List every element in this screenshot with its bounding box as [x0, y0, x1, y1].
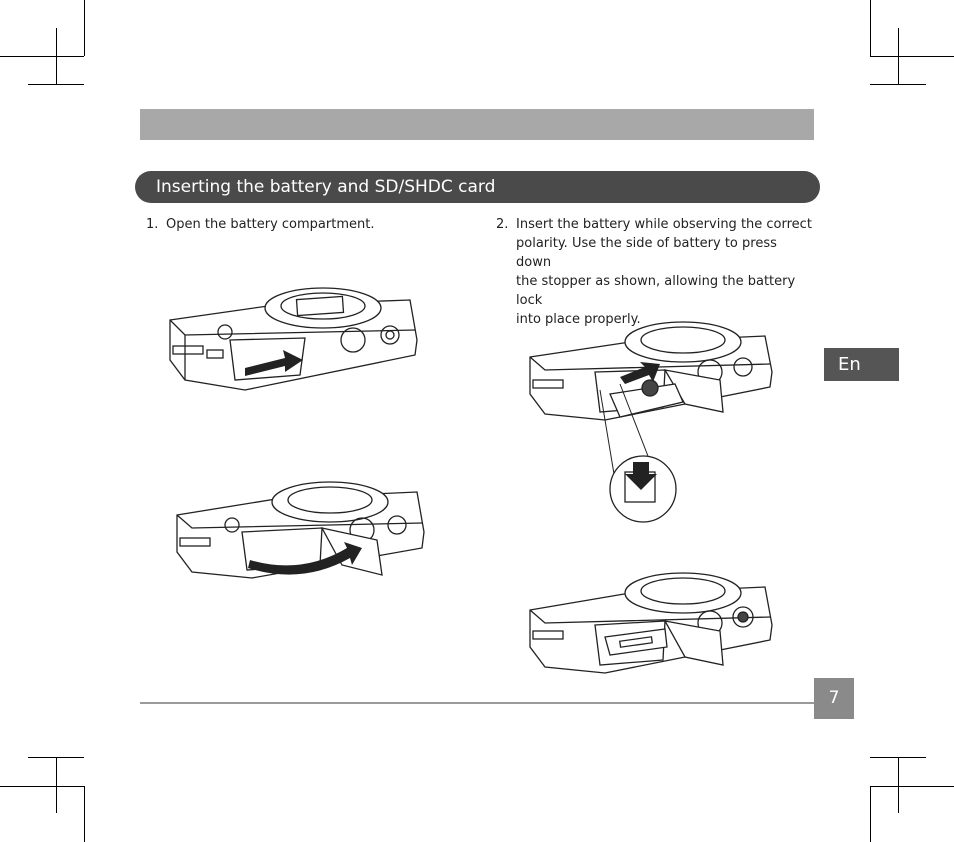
camera-battery-inserted-illustration	[525, 565, 780, 680]
step-2-text-line: into place properly.	[516, 312, 641, 327]
camera-insert-battery-illustration	[525, 312, 780, 527]
language-tab-label: En	[838, 354, 861, 375]
footer-rule	[140, 702, 814, 704]
section-title-text: Inserting the battery and SD/SHDC card	[156, 177, 496, 197]
step-1-text: Open the battery compartment.	[166, 217, 375, 232]
section-title	[135, 171, 820, 203]
language-tab	[824, 348, 899, 381]
page-number	[814, 678, 854, 719]
page-number-text: 7	[828, 688, 840, 708]
step-2-number: 2.	[496, 217, 509, 232]
camera-open-slide-illustration	[165, 280, 425, 400]
step-2-text-line: Insert the battery while observing the correct	[516, 217, 812, 232]
step-2	[496, 215, 816, 327]
camera-open-door-illustration	[172, 470, 432, 585]
step-2-text-line: polarity. Use the side of battery to press down	[516, 236, 777, 270]
step-1	[146, 215, 446, 235]
step-2-text-line: the stopper as shown, allowing the battery lock	[516, 274, 796, 308]
step-1-number: 1.	[146, 217, 159, 232]
header-bar	[140, 109, 814, 140]
